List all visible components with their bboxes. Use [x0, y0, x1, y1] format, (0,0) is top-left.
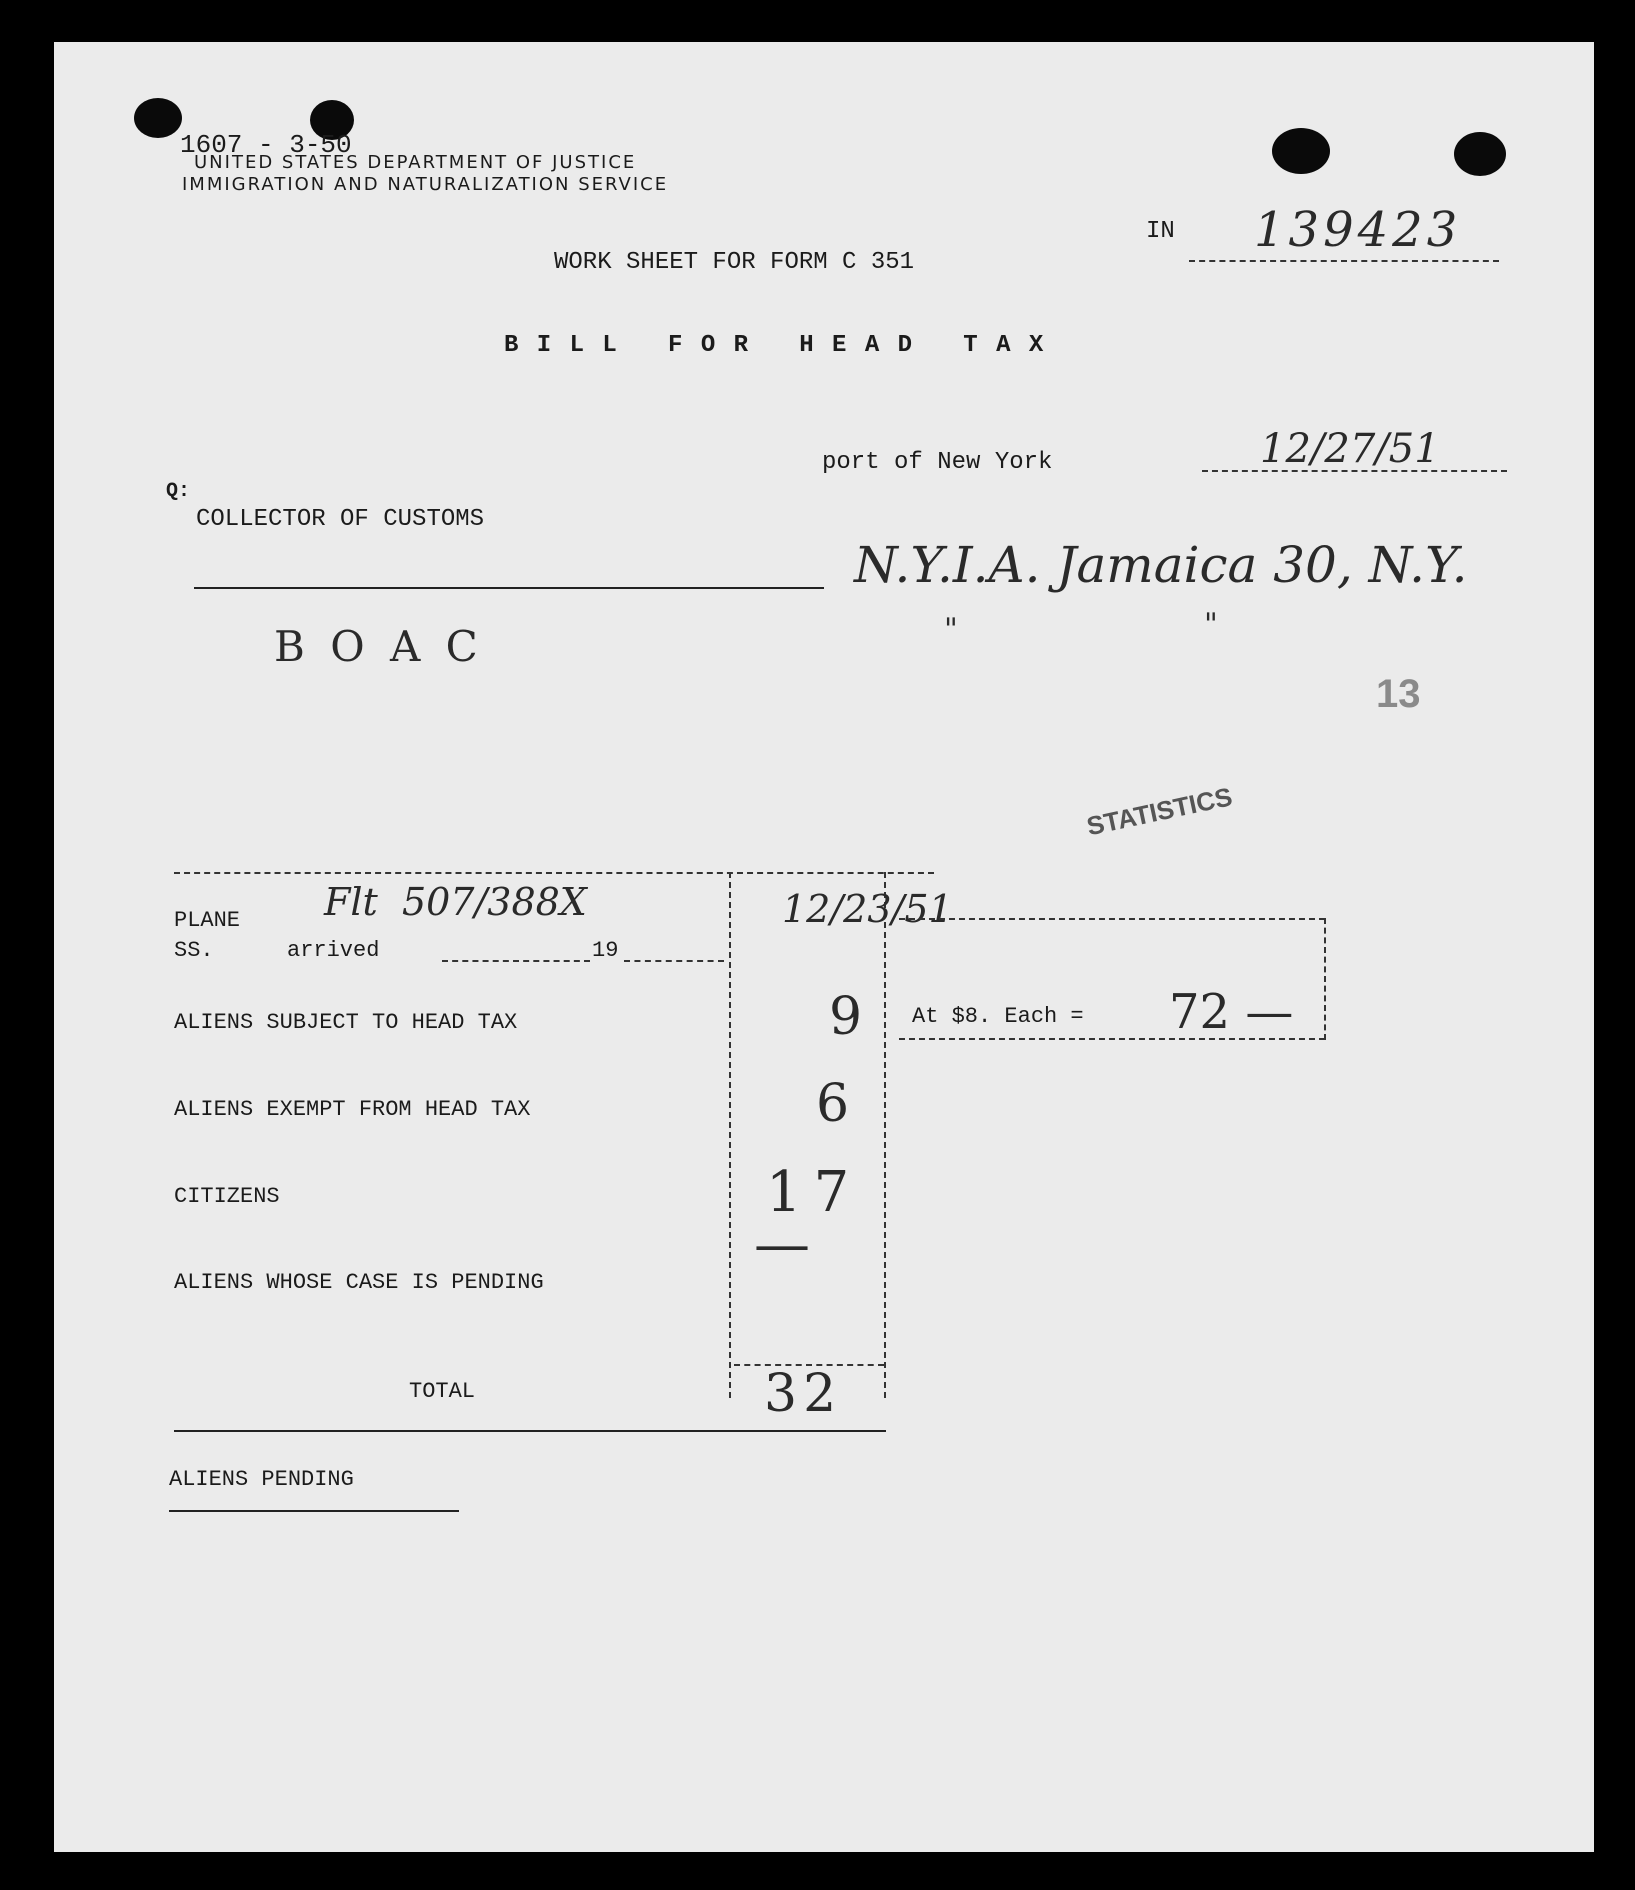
agency-line-2: IMMIGRATION AND NATURALIZATION SERVICE	[182, 174, 669, 195]
row-label-subject: ALIENS SUBJECT TO HEAD TAX	[174, 1010, 518, 1035]
row-label-exempt: ALIENS EXEMPT FROM HEAD TAX	[174, 1097, 531, 1122]
row-value-citizens: 17	[766, 1160, 862, 1225]
punch-hole	[1454, 132, 1506, 176]
arrival-date: 12/23/51	[782, 887, 953, 931]
ditto-mark: "	[944, 612, 958, 647]
agency-line-1: UNITED STATES DEPARTMENT OF JUSTICE	[194, 152, 637, 173]
aliens-pending-underline	[169, 1510, 459, 1512]
ditto-mark: "	[1204, 607, 1218, 642]
arrived-underline	[442, 960, 590, 962]
row-value-pending: —	[754, 1212, 810, 1277]
carrier-name: B O A C	[274, 622, 484, 671]
in-number-underline	[1189, 260, 1499, 262]
row-label-pending: ALIENS WHOSE CASE IS PENDING	[174, 1270, 544, 1295]
total-value: 32	[764, 1364, 843, 1424]
flight-number: Flt 507/388X	[324, 880, 587, 924]
total-label: TOTAL	[409, 1379, 476, 1404]
plane-label: PLANE	[174, 908, 241, 933]
port-label: port of New York	[822, 449, 1053, 476]
year-prefix: 19	[592, 938, 619, 963]
port-date: 12/27/51	[1260, 426, 1440, 472]
punch-hole	[134, 98, 182, 138]
table-bottom-rule	[174, 1430, 886, 1432]
document-page	[54, 42, 1594, 1852]
rate-label: At $8. Each =	[912, 1004, 1084, 1029]
in-number: 139423	[1254, 202, 1462, 258]
table-divider-left	[729, 872, 731, 1398]
year-underline	[624, 960, 724, 962]
row-label-citizens: CITIZENS	[174, 1184, 280, 1209]
addressee: COLLECTOR OF CUSTOMS	[196, 506, 485, 533]
row-value-subject: 9	[829, 987, 863, 1047]
to-label: Q:	[166, 480, 191, 503]
table-top-rule	[174, 872, 934, 874]
worksheet-title: WORK SHEET FOR FORM C 351	[554, 249, 915, 276]
stamp-number: 13	[1376, 672, 1421, 716]
rate-amount: 72 —	[1169, 984, 1294, 1040]
port-date-underline	[1202, 470, 1507, 472]
table-divider-right	[884, 872, 886, 1398]
punch-hole	[1272, 128, 1330, 174]
rate-box-right	[1324, 918, 1326, 1040]
bill-title: B I L L F O R H E A D T A X	[504, 332, 1046, 359]
statistics-stamp: STATISTICS	[1084, 781, 1235, 842]
in-label: IN	[1146, 218, 1175, 245]
ss-label: SS.	[174, 938, 214, 963]
handwritten-location: N.Y.I.A. Jamaica 30, N.Y.	[854, 536, 1468, 594]
rate-box-top	[899, 918, 1325, 920]
file-number: 1607 - 3-50	[180, 130, 352, 160]
aliens-pending-label: ALIENS PENDING	[169, 1467, 354, 1492]
arrived-label: arrived	[287, 938, 380, 963]
addressee-line	[194, 587, 824, 589]
row-value-exempt: 6	[816, 1074, 850, 1134]
